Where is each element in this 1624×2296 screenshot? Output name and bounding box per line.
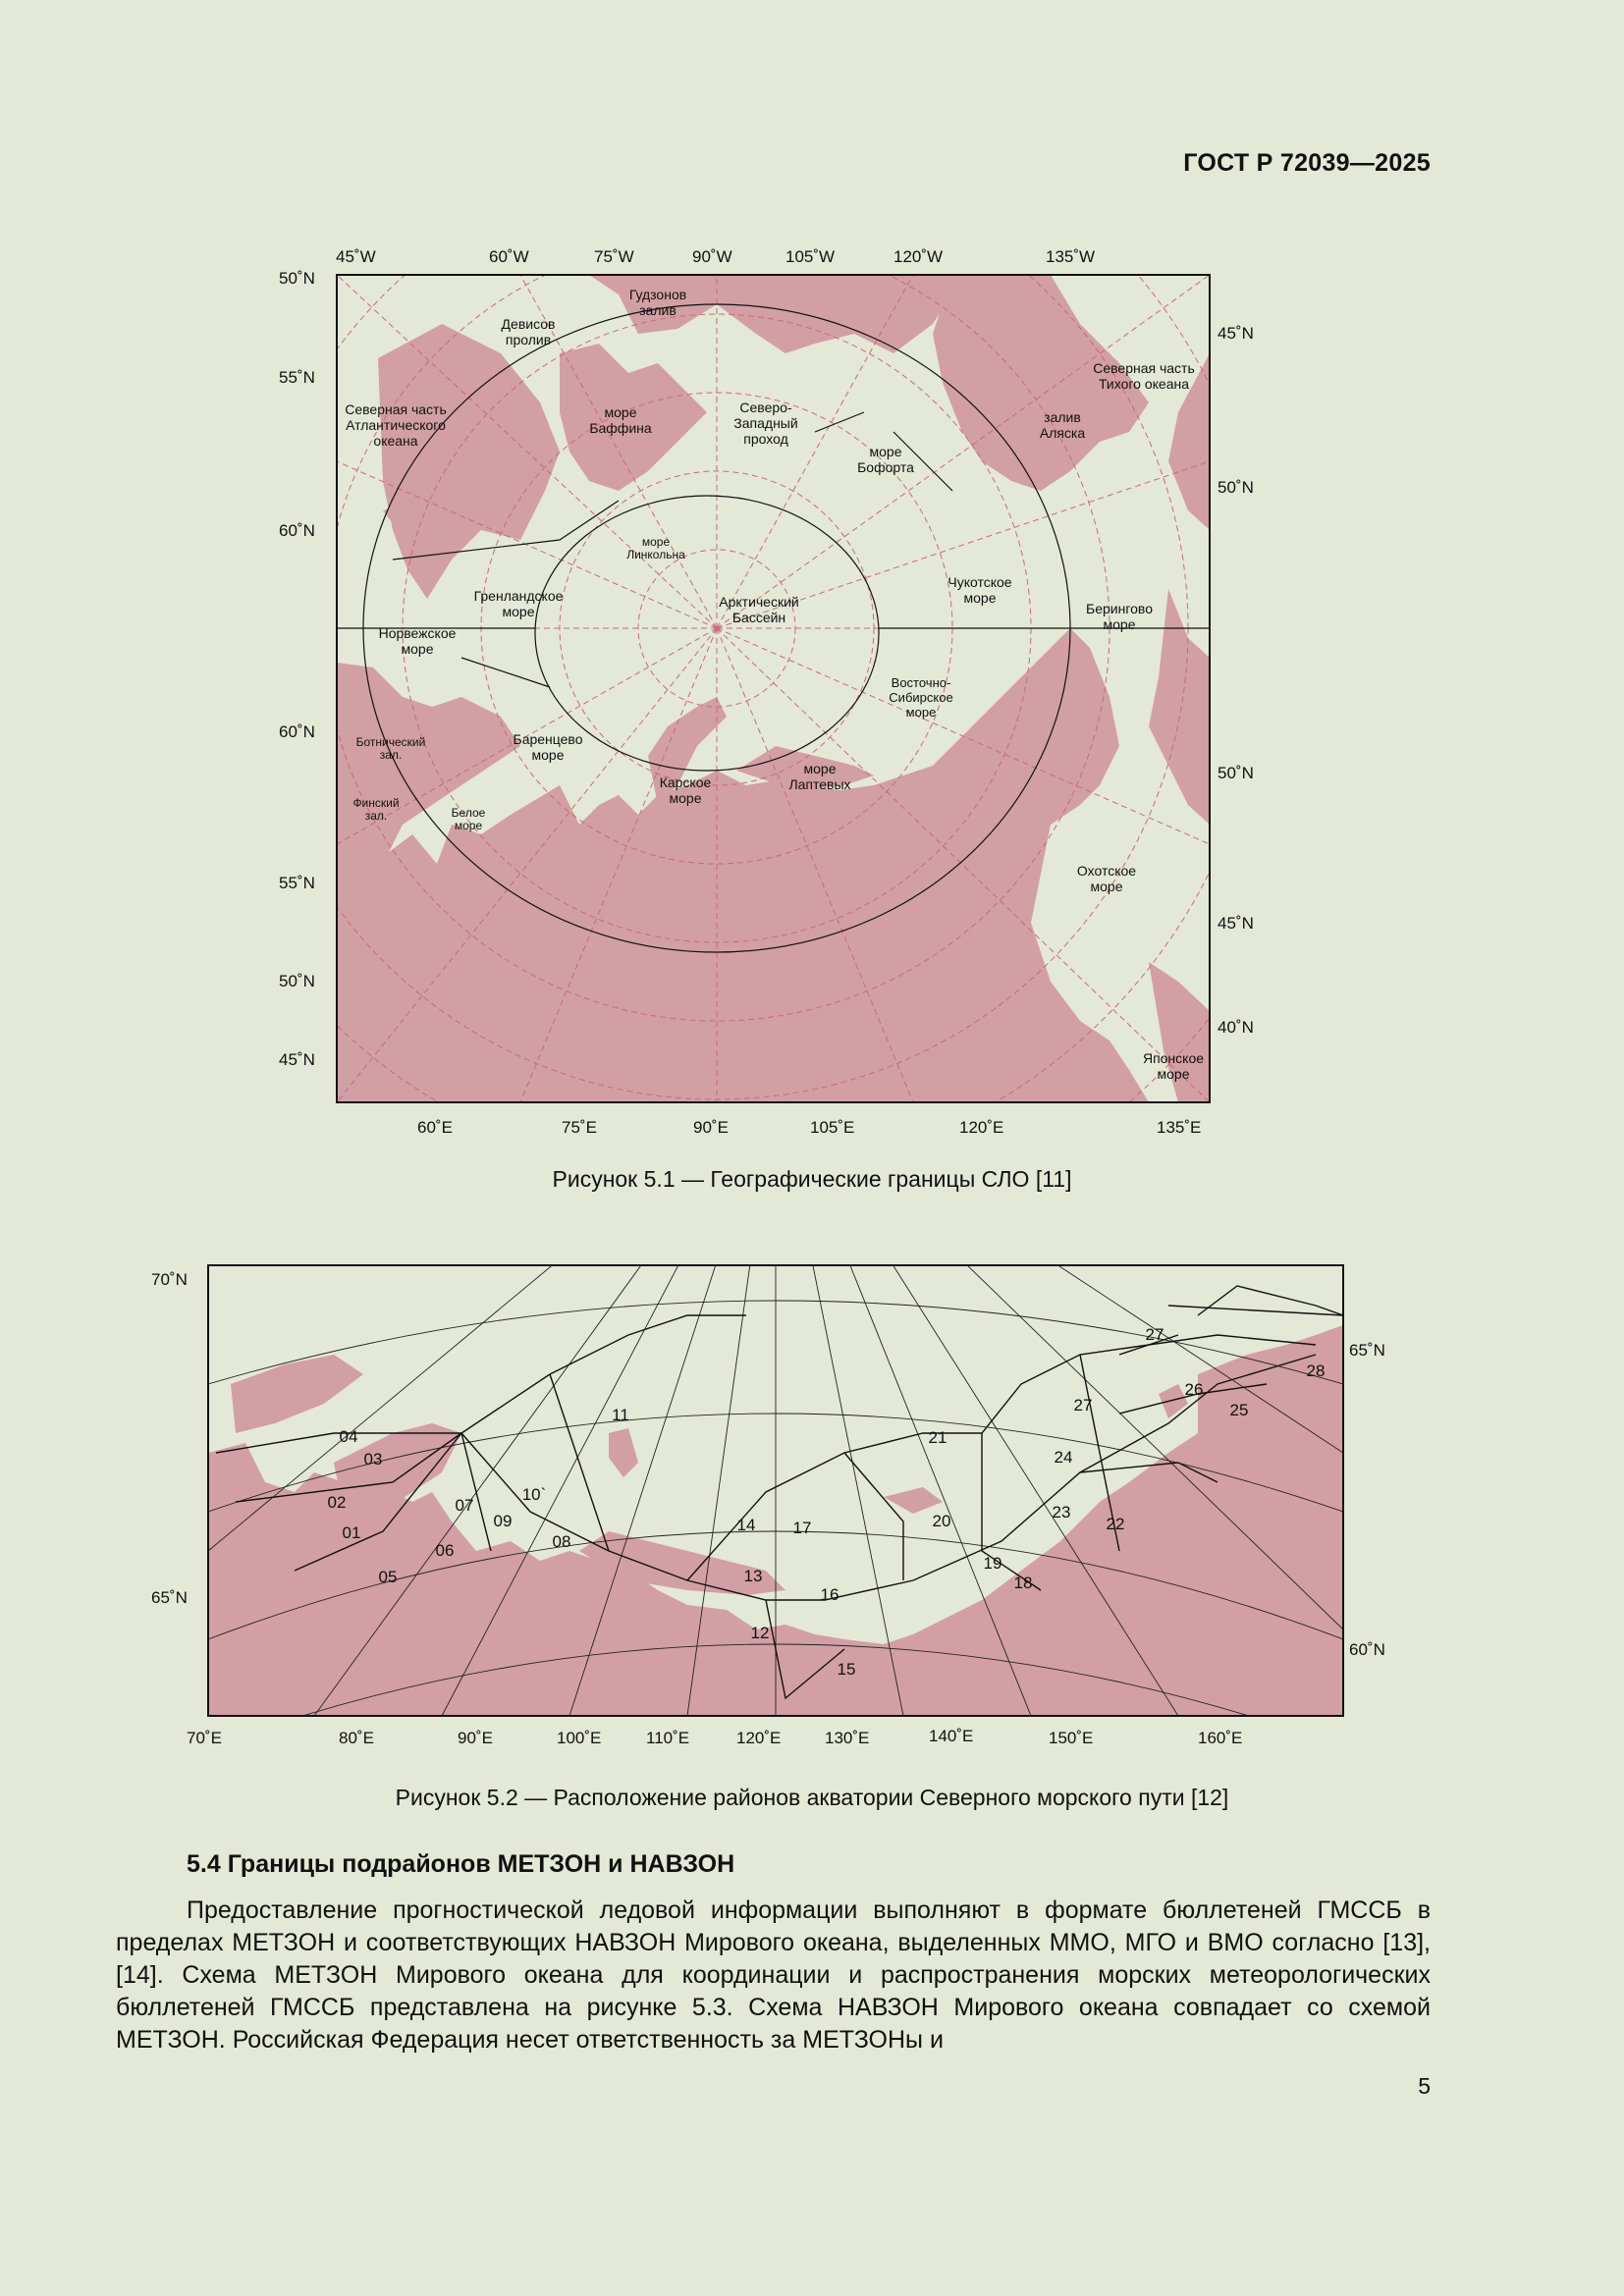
label-nw-passage: Северо-Западный проход — [733, 400, 798, 447]
tick-top-2: 75˚W — [594, 247, 634, 266]
document-code: ГОСТ Р 72039—2025 — [1183, 149, 1431, 177]
tick-right-4: 40˚N — [1218, 1018, 1254, 1037]
region-13: 13 — [743, 1567, 763, 1585]
region-21: 21 — [928, 1428, 947, 1447]
nsr-regions-map — [137, 1256, 1404, 1747]
section-paragraph: Предоставление прогностической ледовой информации выполняют в формате бюллетеней ГМССБ в пределах МЕТЗОН и соответствующих НАВЗОН Мирового океана, выделенных ММО, МГО и ВМО согласно [13], [14]. Схема МЕТЗОН Мирового океана для координации и распространения морских метеорологических бюллетеней ГМССБ представлена на рисунке 5.3. Схема НАВЗОН Мирового океана совпадает со схемой МЕТЗОН. Российская Федерация несет ответственность за МЕТЗОНы и — [116, 1896, 1431, 2054]
region-20: 20 — [932, 1512, 951, 1530]
section-heading: 5.4 Границы подрайонов МЕТЗОН и НАВЗОН — [187, 1850, 735, 1878]
label-baffin: море Баффина — [589, 404, 652, 436]
region-06: 06 — [435, 1541, 455, 1560]
tick-right-0: 45˚N — [1218, 324, 1254, 343]
label-davis: Девисов пролив — [501, 316, 556, 347]
region-04: 04 — [339, 1427, 358, 1446]
tick-top-1: 60˚W — [489, 247, 529, 266]
label-japan: Японское море — [1142, 1050, 1205, 1082]
region-02: 02 — [327, 1493, 347, 1512]
region-17: 17 — [792, 1519, 812, 1537]
region-10: 10` — [521, 1485, 547, 1504]
region-03: 03 — [363, 1450, 383, 1468]
region-24: 24 — [1054, 1448, 1073, 1467]
label-bothnian: Ботнический зал. — [355, 735, 426, 762]
label-barents: Баренцево море — [513, 731, 583, 763]
tick-left-3: 60˚N — [279, 722, 315, 741]
tick2-bottom-0: 70˚E — [187, 1729, 222, 1747]
label-okhotsk: Охотское море — [1076, 863, 1137, 894]
tick-bottom-2: 90˚E — [693, 1118, 729, 1137]
label-beaufort: море Бофорта — [857, 444, 914, 475]
tick2-bottom-4: 110˚E — [646, 1729, 690, 1747]
region-22: 22 — [1106, 1515, 1125, 1533]
label-lincoln: море Линкольна — [626, 535, 685, 561]
tick2-bottom-3: 100˚E — [557, 1729, 602, 1747]
tick-left-5: 50˚N — [279, 972, 315, 990]
tick-bottom-1: 75˚E — [562, 1118, 597, 1137]
tick2-right-0: 65˚N — [1349, 1341, 1385, 1360]
region-19: 19 — [983, 1554, 1002, 1573]
tick2-left-1: 65˚N — [151, 1588, 188, 1607]
tick-bottom-4: 120˚E — [959, 1118, 1004, 1137]
label-white-sea: Белое море — [451, 806, 486, 832]
tick-top-0: 45˚W — [336, 247, 376, 266]
tick-top-3: 90˚W — [692, 247, 732, 266]
tick-right-2: 50˚N — [1218, 764, 1254, 782]
region-27a: 27 — [1073, 1396, 1093, 1415]
tick-top-4: 105˚W — [785, 247, 836, 266]
label-bering: Берингово море — [1086, 601, 1153, 632]
label-hudson: Гудзонов залив — [628, 287, 687, 318]
region-14: 14 — [736, 1516, 756, 1534]
label-north-atlantic: Северная часть Атлантического океана — [345, 401, 447, 449]
region-16: 16 — [820, 1585, 839, 1604]
region-27b: 27 — [1145, 1325, 1164, 1344]
tick-left-0: 50˚N — [279, 269, 315, 288]
label-alaska: залив Аляска — [1039, 409, 1086, 441]
region-28: 28 — [1306, 1362, 1326, 1380]
tick-right-1: 50˚N — [1218, 478, 1254, 497]
label-north-pacific: Северная часть Тихого океана — [1093, 360, 1195, 392]
tick-right-3: 45˚N — [1218, 914, 1254, 933]
tick2-bottom-8: 150˚E — [1049, 1729, 1094, 1747]
tick2-bottom-9: 160˚E — [1198, 1729, 1243, 1747]
arctic-ocean-map — [265, 236, 1267, 1137]
tick2-bottom-5: 120˚E — [736, 1729, 782, 1747]
figure-5-1-caption: Рисунок 5.1 — Географические границы СЛО [11] — [552, 1166, 1072, 1192]
tick-left-2: 60˚N — [279, 521, 315, 540]
region-15: 15 — [837, 1660, 856, 1679]
region-01: 01 — [342, 1523, 361, 1542]
label-kara: Карское море — [659, 774, 712, 806]
tick2-bottom-7: 140˚E — [929, 1727, 974, 1745]
tick2-bottom-2: 90˚E — [458, 1729, 493, 1747]
region-12: 12 — [750, 1624, 770, 1642]
tick-bottom-5: 135˚E — [1157, 1118, 1202, 1137]
label-laptev: море Лаптевых — [788, 761, 851, 792]
tick2-right-1: 60˚N — [1349, 1640, 1385, 1659]
label-greenland-sea: Гренландское море — [473, 588, 564, 619]
region-23: 23 — [1052, 1503, 1071, 1522]
label-arctic-basin: Арктический Бассейн — [719, 594, 799, 625]
tick-left-4: 55˚N — [279, 874, 315, 892]
tick2-left-0: 70˚N — [151, 1270, 188, 1289]
tick2-bottom-1: 80˚E — [339, 1729, 374, 1747]
tick-bottom-3: 105˚E — [810, 1118, 855, 1137]
tick-bottom-0: 60˚E — [417, 1118, 453, 1137]
region-11: 11 — [612, 1406, 629, 1424]
region-26: 26 — [1184, 1380, 1204, 1399]
region-08: 08 — [552, 1532, 571, 1551]
region-18: 18 — [1013, 1574, 1033, 1592]
tick-left-6: 45˚N — [279, 1050, 315, 1069]
region-25: 25 — [1229, 1401, 1249, 1419]
label-norwegian: Норвежское море — [378, 625, 457, 657]
label-east-siberian: Восточно-Сибирское море — [889, 675, 953, 720]
figure-5-2-caption: Рисунок 5.2 — Расположение районов акватории Северного морского пути [12] — [395, 1785, 1229, 1810]
label-chukchi: Чукотское море — [947, 574, 1012, 606]
region-09: 09 — [493, 1512, 513, 1530]
tick2-bottom-6: 130˚E — [825, 1729, 870, 1747]
label-finnish: Финский зал. — [352, 796, 400, 823]
tick-left-1: 55˚N — [279, 368, 315, 387]
tick-top-5: 120˚W — [893, 247, 944, 266]
tick-top-6: 135˚W — [1046, 247, 1096, 266]
region-07: 07 — [455, 1496, 474, 1515]
page-number: 5 — [1418, 2073, 1431, 2099]
region-05: 05 — [378, 1568, 398, 1586]
